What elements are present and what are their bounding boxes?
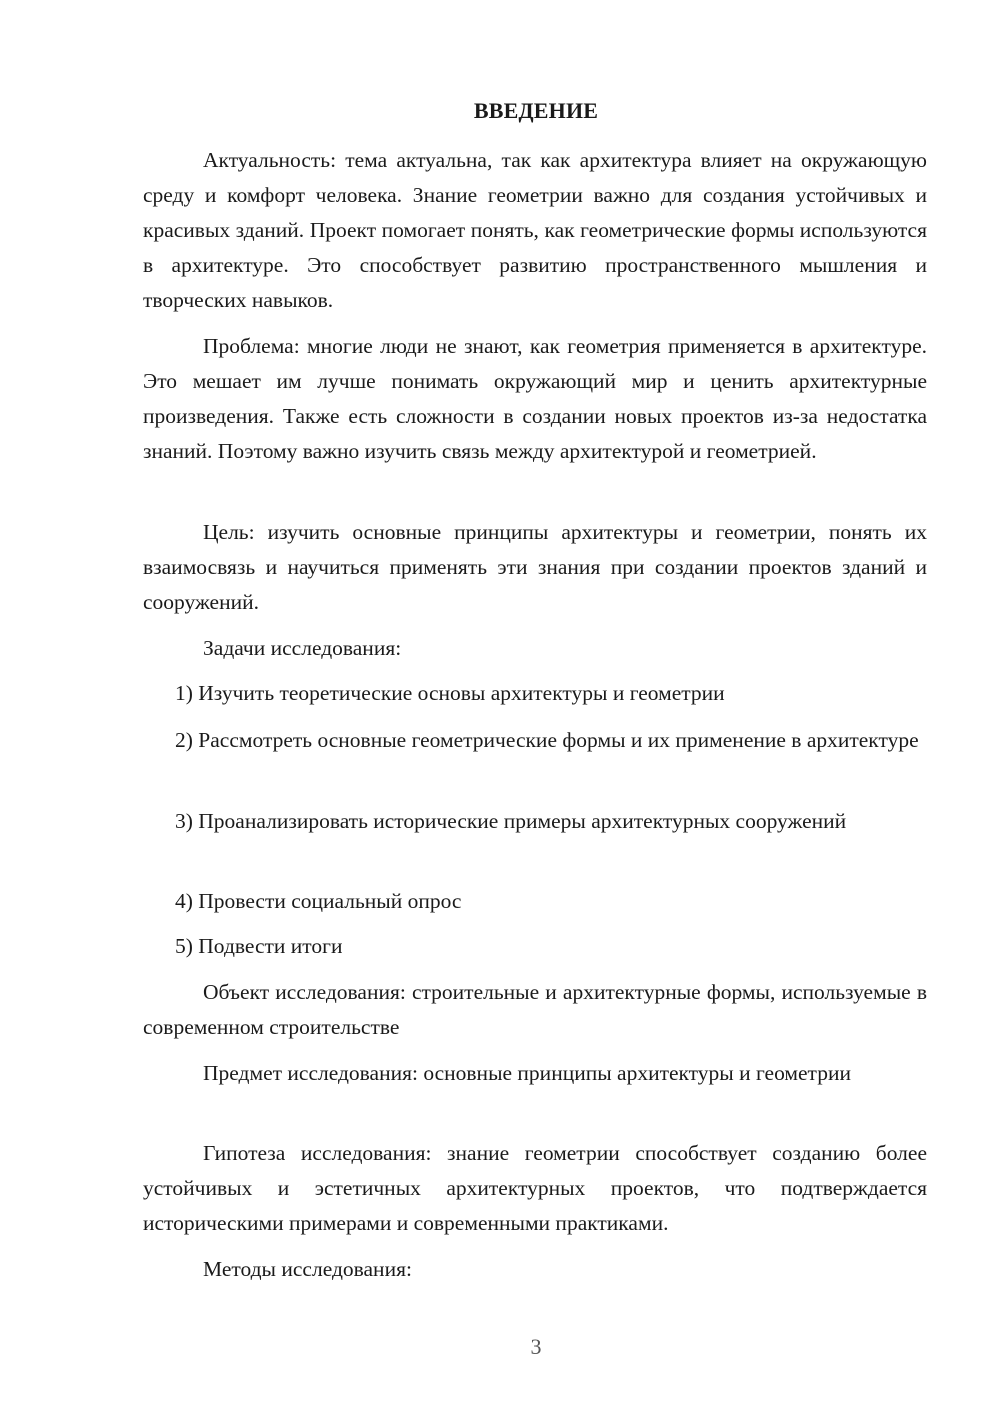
paragraph-methods: Методы исследования:: [203, 1257, 412, 1281]
list-item-task-3: 3) Проанализировать исторические примеры архитектурных сооружений: [175, 809, 847, 833]
list-item-task-4: 4) Провести социальный опрос: [175, 889, 462, 913]
paragraph-tasks-heading: Задачи исследования:: [203, 636, 402, 660]
paragraph-object: Объект исследования: строительные и архитектурные формы, используемые в современном строительстве: [143, 980, 927, 1039]
list-item-task-1: 1) Изучить теоретические основы архитектуры и геометрии: [175, 681, 725, 705]
page-title: ВВЕДЕНИЕ: [473, 98, 599, 123]
paragraph-problem: Проблема: многие люди не знают, как геометрия применяется в архитектуре. Это мешает им лучше понимать окружающий мир и ценить архитектурные произведения. Также есть сложности в создании новых проектов из-за недостатка знаний. Поэтому важно изучить связь между архитектурой и геометрией.: [143, 334, 927, 463]
paragraph-relevance: Актуальность: тема актуальна, так как архитектура влияет на окружающую среду и комфорт человека. Знание геометрии важно для создания устойчивых и красивых зданий. Проект помогает понять, как геометрические формы используются в архитектуре. Это способствует развитию пространственного мышления и творческих навыков.: [143, 148, 927, 312]
paragraph-hypothesis: Гипотеза исследования: знание геометрии способствует созданию более устойчивых и эстетичных архитектурных проектов, что подтверждается историческими примерами и современными практиками.: [143, 1141, 927, 1235]
list-item-task-2: 2) Рассмотреть основные геометрические формы и их применение в архитектуре: [175, 728, 919, 752]
page-number: 3: [530, 1334, 542, 1359]
paragraph-subject: Предмет исследования: основные принципы архитектуры и геометрии: [203, 1061, 851, 1085]
list-item-task-5: 5) Подвести итоги: [175, 934, 343, 958]
paragraph-goal: Цель: изучить основные принципы архитектуры и геометрии, понять их взаимосвязь и научиться применять эти знания при создании проектов зданий и сооружений.: [143, 520, 927, 614]
